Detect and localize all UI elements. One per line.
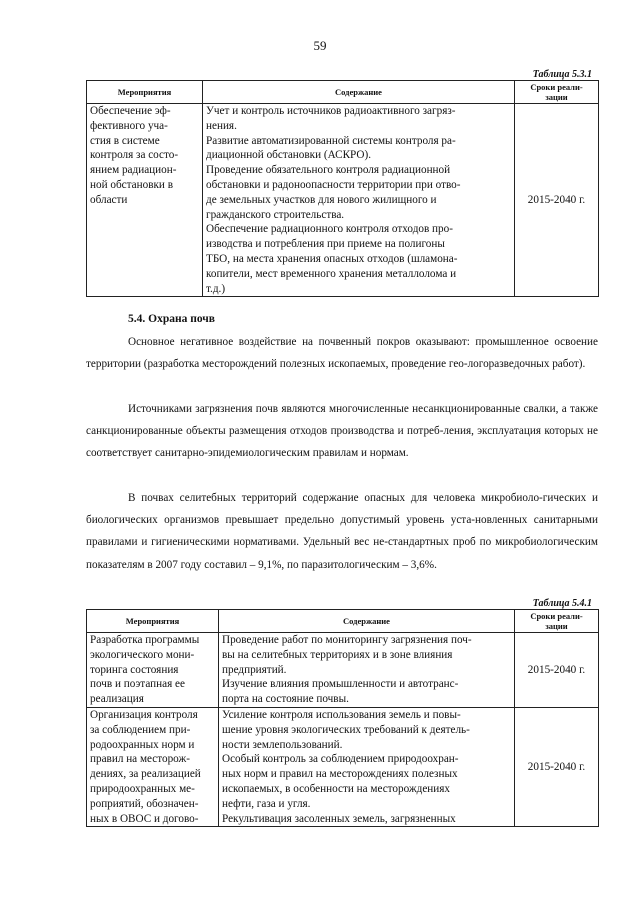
table-header-row (87, 610, 599, 633)
cell-line: копители, мест временного хранения металлолома и (206, 267, 457, 280)
section-heading: 5.4. Охрана почв (128, 313, 215, 325)
cell-line: Проведение обязательного контроля радиационной (206, 164, 451, 177)
cell-line: предприятий. (222, 663, 287, 676)
header-terms: Сроки реали- зации (515, 610, 599, 633)
cell-line: Особый контроль за соблюдением природоохран- (222, 753, 459, 766)
term-cell: 2015-2040 г. (515, 707, 599, 826)
term-cell: 2015-2040 г. (515, 633, 599, 708)
term-cell: 2015-2040 г. (515, 104, 599, 297)
cell-line: порта на состояние почвы. (222, 693, 349, 706)
table-caption-5-4-1: Таблица 5.4.1 (532, 598, 592, 609)
cell-line: Изучение влияния промышленности и автотранс- (222, 678, 459, 691)
cell-line: гражданского строительства. (206, 208, 345, 221)
table-5-3-1 (86, 80, 599, 297)
cell-line: ной обстановки в (90, 178, 173, 191)
cell-line: правил на месторож- (90, 753, 190, 766)
cell-line: Разработка программы (90, 634, 200, 646)
cell-line: Обеспечение эф- (90, 105, 171, 117)
cell-line: диационной обстановки (АСКРО). (206, 149, 372, 162)
cell-line: области (90, 193, 128, 206)
measure-cell (87, 633, 219, 708)
cell-line: роприятий, обозначен- (90, 797, 199, 810)
cell-line: Учет и контроль источников радиоактивного загряз- (206, 105, 456, 117)
cell-line: изводства и потребления при приеме на полигоны (206, 238, 445, 251)
cell-line: Рекультивация засоленных земель, загрязненных (222, 812, 456, 825)
table-row (87, 633, 599, 708)
header-content: Содержание (203, 81, 515, 104)
header-measures: Мероприятия (87, 610, 219, 633)
cell-line: Усиление контроля использования земель и повы- (222, 708, 461, 721)
cell-line: ТБО, на места хранения опасных отходов (шламона- (206, 252, 458, 265)
paragraph: Источниками загрязнения почв являются многочисленные несанкционированные свалки, а также санкционированные объекты размещения отходов производства и потреб-ления, эксплуатация которых не соответствует санитарно-эпидемиологическим правилам и нормам. (86, 403, 598, 460)
cell-line: нения. (206, 119, 237, 132)
cell-line: дениях, за реализацией (90, 768, 201, 781)
header-terms: Сроки реали- зации (515, 81, 599, 104)
cell-line: де земельных участков для нового жилищного и (206, 193, 437, 206)
cell-line: природоохранных ме- (90, 782, 195, 795)
header-measures: Мероприятия (87, 81, 203, 104)
cell-line: фективного уча- (90, 119, 168, 132)
cell-line: вы на селитебных территориях и в зоне влияния (222, 648, 453, 661)
measure-cell (87, 104, 203, 297)
cell-line: экологического мони- (90, 648, 195, 661)
table-5-4-1 (86, 609, 599, 827)
cell-line: ных норм и правил на месторождениях полезных (222, 768, 458, 781)
cell-line: ных в ОВОС и догово- (90, 812, 199, 825)
cell-line: Обеспечение радиационного контроля отходов про- (206, 223, 453, 236)
paragraph: В почвах селитебных территорий содержание опасных для человека микробиоло-гических и биологических организмов превышает предельно допустимый уровень уста-новленных санитарными правилами и гигиеническими нормативами. Удельный вес не-стандартных проб по микробиологическим показателям в 2007 году составил – 9,1%, по паразитологическим – 3,6%. (86, 492, 598, 571)
cell-line: стия в системе (90, 134, 160, 147)
cell-line: ископаемых, в особенности на месторождениях (222, 782, 451, 795)
cell-line: Проведение работ по мониторингу загрязнения поч- (222, 634, 472, 646)
cell-line: шение уровня экологических требований к деятель- (222, 723, 470, 736)
cell-line: ности землепользований. (222, 738, 343, 751)
cell-line: обстановки и радоноопасности территории при отво- (206, 178, 461, 191)
cell-line: янием радиацион- (90, 164, 177, 177)
content-cell (219, 633, 515, 708)
content-cell (203, 104, 515, 297)
measure-cell (87, 707, 219, 826)
cell-line: Развитие автоматизированной системы контроля ра- (206, 134, 456, 147)
cell-line: Организация контроля (90, 708, 198, 721)
cell-line: нефти, газа и угля. (222, 797, 311, 810)
page-number: 59 (313, 38, 327, 53)
cell-line: реализация (90, 693, 144, 706)
cell-line: почв и поэтапная ее (90, 678, 185, 691)
content-cell (219, 707, 515, 826)
cell-line: т.д.) (206, 282, 226, 295)
paragraph: Основное негативное воздействие на почвенный покров оказывают: промышленное освоение территории (разработка месторождений полезных ископаемых, проведение гео-логоразведочных работ). (86, 336, 598, 371)
cell-line: за соблюдением при- (90, 723, 191, 736)
table-header-row (87, 81, 599, 104)
cell-line: торинга состояния (90, 663, 179, 676)
table-row (87, 707, 599, 826)
table-caption-5-3-1: Таблица 5.3.1 (532, 69, 592, 80)
cell-line: контроля за состо- (90, 149, 179, 162)
table-row (87, 104, 599, 297)
cell-line: родоохранных норм и (90, 738, 195, 751)
header-content: Содержание (219, 610, 515, 633)
